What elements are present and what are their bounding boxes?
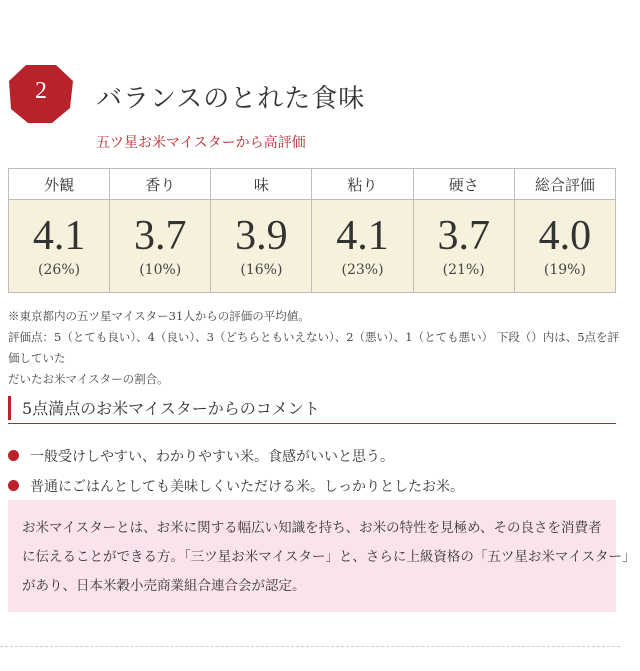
rating-cell-aroma <box>110 200 211 293</box>
rating-score: 3.7 <box>133 213 187 259</box>
rating-header-stickiness: 粘り <box>312 169 413 200</box>
rating-table <box>8 168 616 293</box>
footnote-line: 評価点：5（とても良い）、4（良い）、3（どちらともいえない）、2（悪い）、1（とても悪い） 下段（）内は、5点を評価していた <box>8 330 620 365</box>
rating-header-taste: 味 <box>211 169 312 200</box>
footnote-line: だいたお米マイスターの割合。 <box>8 372 169 386</box>
info-line: があり、日本米穀小売商業組合連合会が認定。 <box>22 578 306 594</box>
bullet-icon <box>8 480 19 491</box>
info-line: に伝えることができる方。「三ツ星お米マイスター」と、さらに上級資格の「五ツ星お米マイスター」 <box>22 549 636 565</box>
rating-cell-hardness <box>413 200 514 293</box>
comment-text: 一般受けしやすい、わかりやすい米。食感がいいと思う。 <box>30 449 394 465</box>
footer-divider <box>0 646 620 647</box>
rating-header-hardness: 硬さ <box>413 169 514 200</box>
rating-score: 4.1 <box>32 213 86 259</box>
rating-cell-overall <box>514 200 615 293</box>
rating-percent: (26%) <box>38 262 81 278</box>
rating-percent: (23%) <box>341 262 384 278</box>
list-item <box>8 446 620 468</box>
section-number: 2 <box>35 78 47 104</box>
rating-header-overall: 総合評価 <box>514 169 615 200</box>
heading-accent-bar <box>8 396 11 420</box>
rating-header-appearance: 外観 <box>9 169 110 200</box>
rating-percent: (16%) <box>240 262 283 278</box>
rating-footnote <box>8 306 620 390</box>
info-line: お米マイスターとは、お米に関する幅広い知識を持ち、お米の特性を見極め、その良さを消費者 <box>22 520 602 536</box>
rating-percent: (21%) <box>442 262 485 278</box>
comments-heading <box>8 394 616 424</box>
footnote-line: ※東京都内の五ツ星マイスター31人からの評価の平均値。 <box>8 309 310 323</box>
bullet-icon <box>8 450 19 461</box>
rating-cell-appearance <box>9 200 110 293</box>
rating-score: 4.1 <box>336 213 389 259</box>
comments-heading-text: 5点満点のお米マイスターからのコメント <box>22 399 320 418</box>
rice-meister-info-box <box>8 500 636 612</box>
rating-cell-taste <box>211 200 312 293</box>
rating-score: 4.0 <box>538 213 592 259</box>
rating-score: 3.7 <box>437 213 490 259</box>
list-item <box>8 476 620 498</box>
section-number-badge <box>8 64 74 124</box>
rating-header-row <box>9 169 616 200</box>
rating-score: 3.9 <box>235 213 288 259</box>
rating-percent: (10%) <box>139 262 182 278</box>
page-title: バランスのとれた食味 <box>96 84 366 114</box>
rating-value-row <box>9 200 616 293</box>
page-subtitle: 五ツ星お米マイスターから高評価 <box>96 135 306 151</box>
rating-percent: (19%) <box>543 262 586 278</box>
rating-header-aroma: 香り <box>110 169 211 200</box>
rating-cell-stickiness <box>312 200 413 293</box>
comment-text: 普通にごはんとしても美味しくいただける米。しっかりとしたお米。 <box>30 479 464 495</box>
